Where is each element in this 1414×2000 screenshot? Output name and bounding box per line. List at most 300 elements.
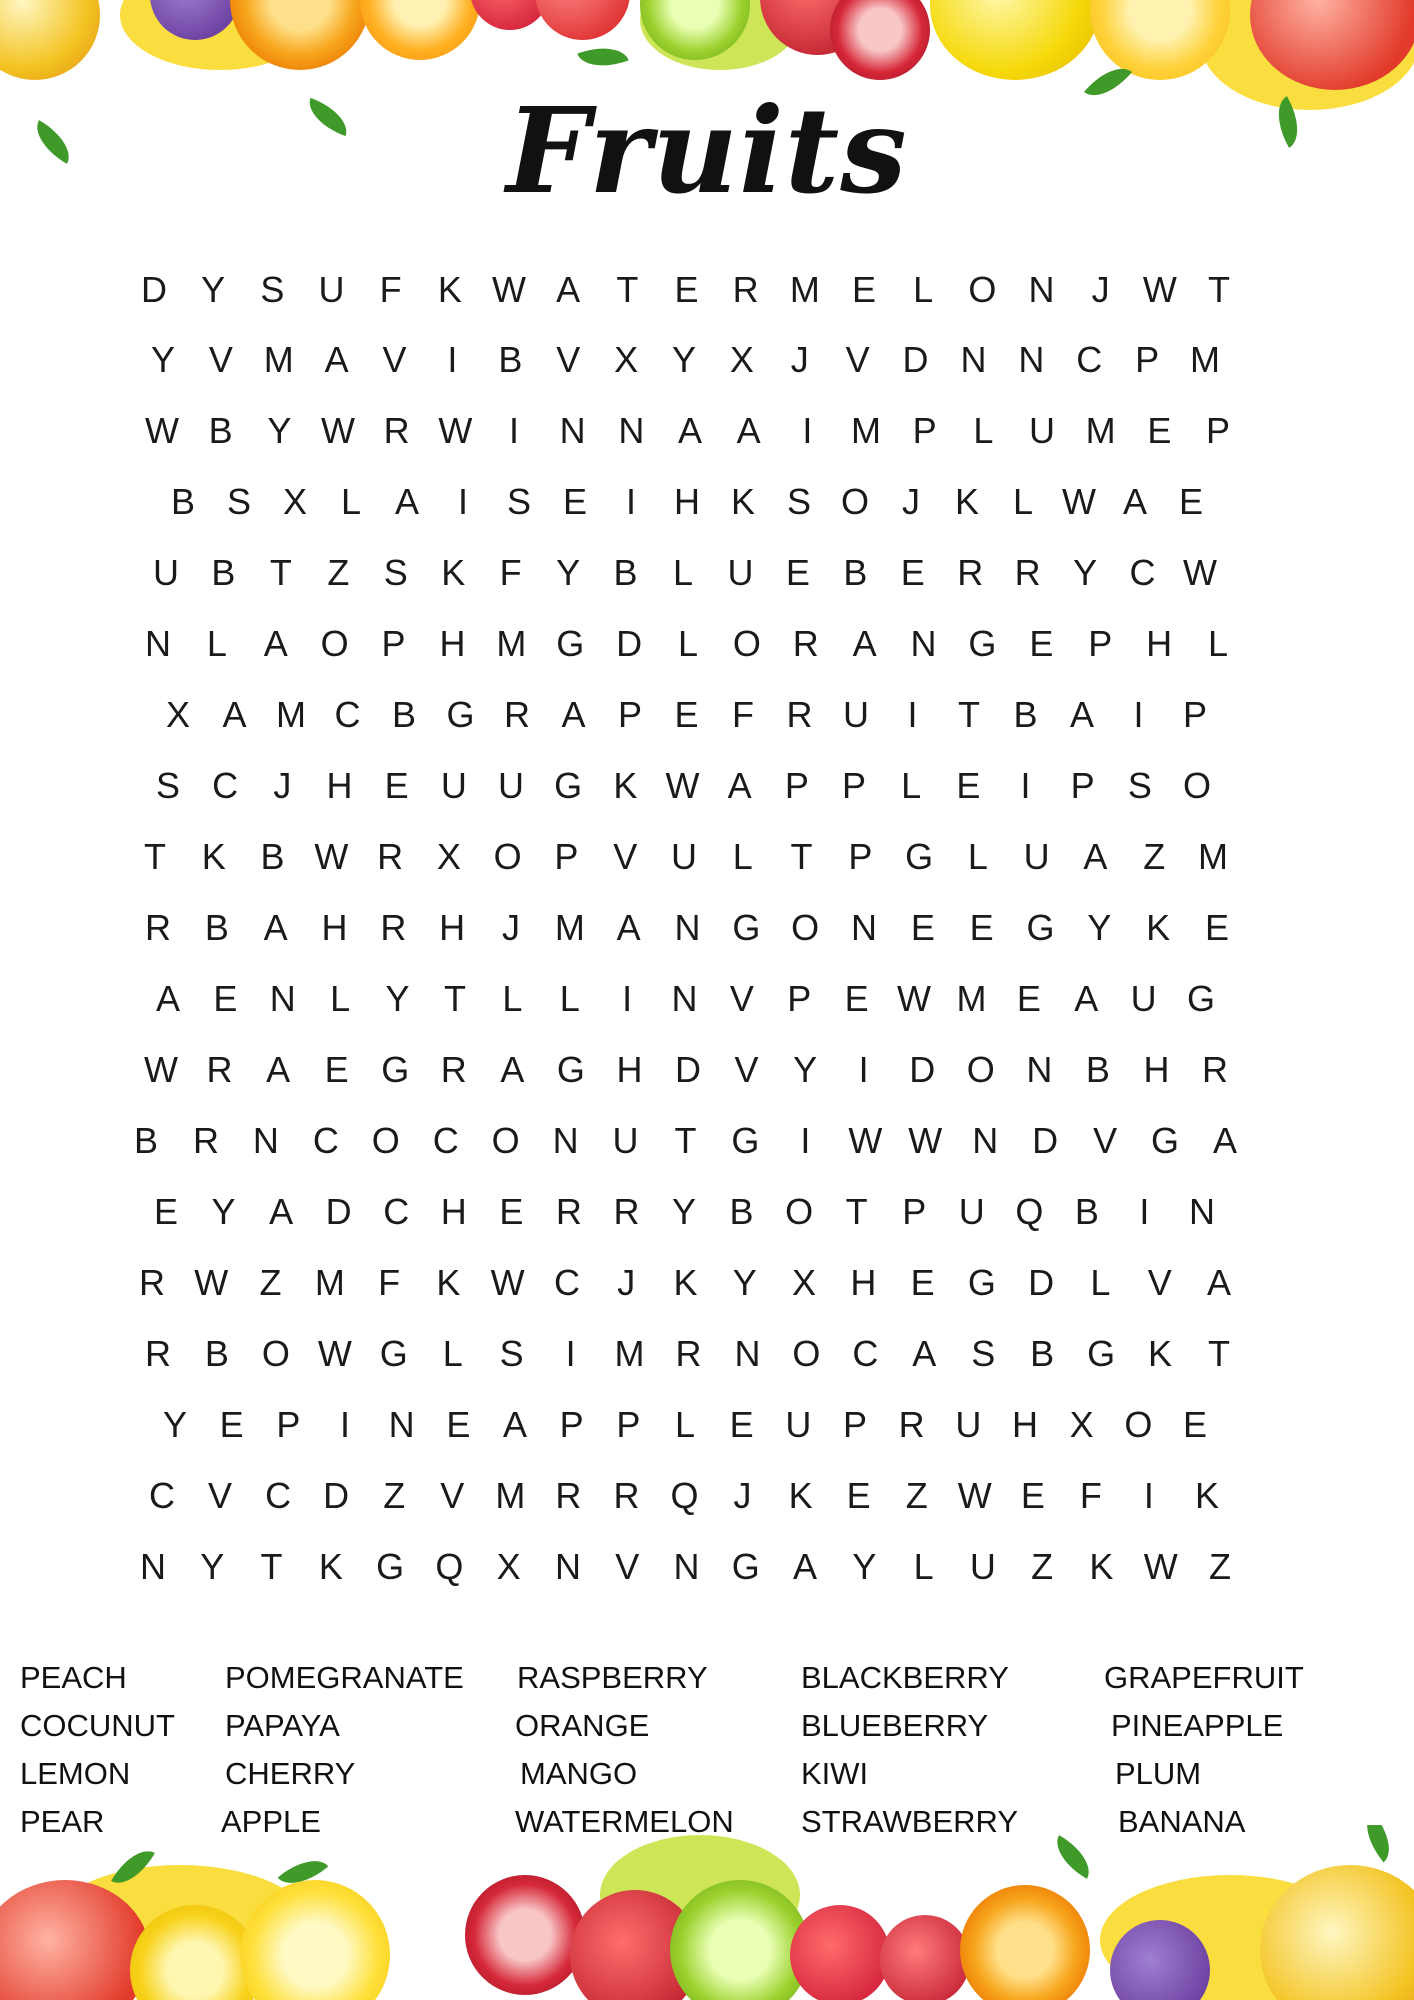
grid-letter[interactable]: B [613,552,638,593]
grid-letter[interactable]: V [382,339,407,380]
grid-letter[interactable]: W [492,269,526,310]
grid-letter[interactable]: A [269,1191,294,1232]
grid-letter[interactable]: A [912,1333,937,1374]
grid-letter[interactable]: G [1186,978,1215,1019]
grid-letter[interactable]: G [379,1333,408,1374]
grid-letter[interactable]: J [502,907,520,948]
grid-letter[interactable]: W [438,410,473,451]
grid-letter[interactable]: G [381,1049,410,1090]
grid-letter[interactable]: O [791,907,820,948]
grid-letter[interactable]: X [729,339,754,380]
grid-letter[interactable]: N [269,978,296,1019]
grid-letter[interactable]: L [732,836,753,877]
grid-letter[interactable]: C [212,765,239,806]
grid-letter[interactable]: E [219,1404,244,1445]
grid-letter[interactable]: L [559,978,580,1019]
grid-letter[interactable]: U [958,1191,985,1232]
grid-letter[interactable]: R [613,1475,640,1516]
grid-letter[interactable]: H [1146,623,1173,664]
grid-letter[interactable]: J [790,339,809,380]
grid-letter[interactable]: A [1069,694,1094,735]
grid-letter[interactable]: T [260,1546,283,1587]
grid-letter[interactable]: D [902,339,929,380]
grid-letter[interactable]: J [1091,269,1110,310]
grid-letter[interactable]: V [208,339,233,380]
grid-letter[interactable]: X [436,836,461,877]
grid-letter[interactable]: C [1129,552,1156,593]
grid-letter[interactable]: N [140,1546,166,1587]
grid-letter[interactable]: A [561,694,586,735]
grid-letter[interactable]: Y [793,1049,818,1090]
grid-letter[interactable]: R [206,1049,233,1090]
grid-letter[interactable]: Y [211,1191,236,1232]
grid-letter[interactable]: L [672,552,694,593]
grid-letter[interactable]: E [956,765,981,806]
grid-letter[interactable]: B [729,1191,754,1232]
grid-letter[interactable]: B [204,907,229,948]
grid-letter[interactable]: R [1014,552,1041,593]
grid-letter[interactable]: H [439,907,466,948]
grid-letter[interactable]: P [1182,694,1207,735]
grid-letter[interactable]: R [792,623,819,664]
grid-letter[interactable]: X [165,694,190,735]
grid-letter[interactable]: E [1204,907,1229,948]
grid-letter[interactable]: W [317,1333,352,1374]
grid-letter[interactable]: M [314,1262,345,1303]
grid-letter[interactable]: F [1079,1475,1102,1516]
grid-letter[interactable]: W [908,1120,943,1161]
grid-letter[interactable]: G [905,836,934,877]
grid-letter[interactable]: A [1074,978,1099,1019]
grid-letter[interactable]: Y [267,410,292,451]
grid-letter[interactable]: E [785,552,810,593]
grid-letter[interactable]: U [440,765,467,806]
grid-letter[interactable]: N [559,410,586,451]
grid-letter[interactable]: G [376,1546,405,1587]
grid-letter[interactable]: P [842,1404,867,1445]
grid-letter[interactable]: A [556,269,581,310]
grid-letter[interactable]: O [371,1120,400,1161]
grid-letter[interactable]: G [731,1120,760,1161]
grid-letter[interactable]: P [381,623,406,664]
grid-letter[interactable]: M [1190,339,1220,380]
grid-letter[interactable]: X [614,339,639,380]
grid-letter[interactable]: Y [200,1546,225,1587]
grid-letter[interactable]: G [556,623,585,664]
grid-letter[interactable]: E [674,694,699,735]
grid-letter[interactable]: Y [1073,552,1098,593]
grid-letter[interactable]: A [1212,1120,1237,1161]
grid-letter[interactable]: R [377,836,404,877]
grid-letter[interactable]: R [145,1333,171,1374]
grid-letter[interactable]: G [968,623,997,664]
grid-letter[interactable]: R [145,907,171,948]
grid-letter[interactable]: G [446,694,475,735]
grid-letter[interactable]: S [383,552,408,593]
grid-letter[interactable]: P [784,765,809,806]
grid-letter[interactable]: G [732,907,761,948]
grid-letter[interactable]: T [790,836,813,877]
grid-letter[interactable]: A [263,907,288,948]
grid-letter[interactable]: U [318,269,345,310]
grid-letter[interactable]: Y [556,552,581,593]
grid-letter[interactable]: T [443,978,466,1019]
grid-letter[interactable]: V [1147,1262,1172,1303]
grid-letter[interactable]: G [1026,907,1055,948]
grid-letter[interactable]: A [616,907,641,948]
grid-letter[interactable]: A [266,1049,291,1090]
grid-letter[interactable]: P [848,836,873,877]
grid-letter[interactable]: W [321,410,355,451]
grid-letter[interactable]: E [324,1049,349,1090]
grid-letter[interactable]: Y [671,339,696,380]
grid-letter[interactable]: Y [852,1546,877,1587]
grid-letter[interactable]: U [671,836,697,877]
grid-letter[interactable]: K [730,481,755,522]
grid-letter[interactable]: Y [671,1191,696,1232]
grid-letter[interactable]: M [1085,410,1116,451]
grid-letter[interactable]: V [440,1475,465,1516]
grid-letter[interactable]: C [149,1475,175,1516]
grid-letter[interactable]: I [907,694,918,735]
grid-letter[interactable]: E [1029,623,1054,664]
grid-letter[interactable]: N [851,907,877,948]
grid-letter[interactable]: M [956,978,987,1019]
grid-letter[interactable]: T [144,836,166,877]
grid-letter[interactable]: E [846,1475,871,1516]
grid-letter[interactable]: D [909,1049,936,1090]
grid-letter[interactable]: R [504,694,530,735]
grid-letter[interactable]: U [969,1546,996,1587]
grid-letter[interactable]: B [204,1333,229,1374]
grid-letter[interactable]: Q [670,1475,699,1516]
grid-letter[interactable]: R [675,1333,702,1374]
grid-letter[interactable]: Z [1031,1546,1054,1587]
grid-letter[interactable]: E [1178,481,1203,522]
grid-letter[interactable]: R [786,694,813,735]
grid-letter[interactable]: Y [201,269,226,310]
grid-letter[interactable]: R [898,1404,925,1445]
grid-letter[interactable]: I [622,978,633,1019]
grid-letter[interactable]: U [955,1404,982,1445]
grid-letter[interactable]: O [1182,765,1211,806]
grid-letter[interactable]: T [1208,269,1230,310]
grid-letter[interactable]: C [334,694,361,735]
grid-letter[interactable]: R [380,907,407,948]
grid-letter[interactable]: O [792,1333,821,1374]
grid-letter[interactable]: B [1085,1049,1110,1090]
grid-letter[interactable]: D [1028,1262,1055,1303]
grid-letter[interactable]: N [910,623,937,664]
grid-letter[interactable]: H [674,481,700,522]
grid-letter[interactable]: A [222,694,247,735]
grid-letter[interactable]: W [1183,552,1217,593]
grid-letter[interactable]: E [851,269,876,310]
grid-letter[interactable]: B [498,339,523,380]
grid-letter[interactable]: W [490,1262,525,1303]
grid-letter[interactable]: K [1194,1475,1219,1516]
grid-letter[interactable]: L [1012,481,1034,522]
grid-letter[interactable]: D [141,269,167,310]
grid-letter[interactable]: A [1083,836,1108,877]
grid-letter[interactable]: H [616,1049,643,1090]
grid-letter[interactable]: W [957,1475,992,1516]
grid-letter[interactable]: U [1023,836,1050,877]
grid-letter[interactable]: A [736,410,761,451]
grid-letter[interactable]: W [848,1120,883,1161]
grid-letter[interactable]: V [556,339,581,380]
grid-letter[interactable]: T [958,694,980,735]
grid-letter[interactable]: K [437,269,462,310]
grid-letter[interactable]: Y [732,1262,757,1303]
grid-letter[interactable]: Q [435,1546,464,1587]
grid-letter[interactable]: S [499,1333,524,1374]
grid-letter[interactable]: G [1087,1333,1116,1374]
grid-letter[interactable]: U [727,552,754,593]
grid-letter[interactable]: R [139,1262,165,1303]
grid-letter[interactable]: X [282,481,307,522]
grid-letter[interactable]: I [447,339,458,380]
grid-letter[interactable]: T [1208,1333,1230,1374]
grid-letter[interactable]: P [1205,410,1230,451]
grid-letter[interactable]: A [677,410,702,451]
grid-letter[interactable]: R [613,1191,640,1232]
grid-letter[interactable]: B [1030,1333,1055,1374]
grid-letter[interactable]: U [498,765,524,806]
grid-letter[interactable]: N [1018,339,1045,380]
grid-letter[interactable]: F [378,1262,401,1303]
grid-letter[interactable]: D [1032,1120,1059,1161]
grid-letter[interactable]: B [391,694,416,735]
grid-letter[interactable]: P [276,1404,301,1445]
grid-letter[interactable]: K [318,1546,343,1587]
grid-letter[interactable]: R [957,552,984,593]
grid-letter[interactable]: L [502,978,523,1019]
grid-letter[interactable]: M [1198,836,1228,877]
grid-letter[interactable]: P [554,836,579,877]
grid-letter[interactable]: O [1124,1404,1153,1445]
grid-letter[interactable]: Z [905,1475,928,1516]
grid-letter[interactable]: O [491,1120,520,1161]
grid-letter[interactable]: Y [1087,907,1112,948]
grid-letter[interactable]: Q [1015,1191,1044,1232]
grid-letter[interactable]: E [446,1404,471,1445]
grid-letter[interactable]: V [729,978,754,1019]
grid-letter[interactable]: W [1062,481,1096,522]
grid-letter[interactable]: E [153,1191,178,1232]
grid-letter[interactable]: E [213,978,238,1019]
grid-letter[interactable]: A [324,339,349,380]
grid-letter[interactable]: V [613,836,638,877]
grid-letter[interactable]: R [440,1049,467,1090]
grid-letter[interactable]: N [552,1120,579,1161]
grid-letter[interactable]: C [265,1475,292,1516]
grid-letter[interactable]: I [1020,765,1031,806]
grid-letter[interactable]: W [194,1262,229,1303]
grid-letter[interactable]: K [436,1262,461,1303]
grid-letter[interactable]: V [845,339,870,380]
grid-letter[interactable]: M [789,269,820,310]
grid-letter[interactable]: T [269,552,292,593]
grid-letter[interactable]: S [506,481,531,522]
grid-letter[interactable]: H [1012,1404,1038,1445]
grid-letter[interactable]: I [858,1049,869,1090]
grid-letter[interactable]: E [562,481,587,522]
grid-letter[interactable]: K [1146,907,1171,948]
grid-letter[interactable]: P [1135,339,1160,380]
grid-letter[interactable]: S [971,1333,996,1374]
grid-letter[interactable]: D [675,1049,701,1090]
grid-letter[interactable]: N [960,339,987,380]
grid-letter[interactable]: C [553,1262,580,1303]
grid-letter[interactable]: G [731,1546,760,1587]
grid-letter[interactable]: P [616,1404,641,1445]
grid-letter[interactable]: U [1029,410,1055,451]
grid-letter[interactable]: E [384,765,409,806]
grid-letter[interactable]: P [617,694,642,735]
grid-letter[interactable]: V [208,1475,233,1516]
grid-letter[interactable]: L [1090,1262,1111,1303]
grid-letter[interactable]: L [442,1333,463,1374]
grid-letter[interactable]: F [499,552,522,593]
grid-letter[interactable]: R [732,269,759,310]
grid-letter[interactable]: P [1088,623,1113,664]
grid-letter[interactable]: E [900,552,925,593]
grid-letter[interactable]: O [840,481,869,522]
grid-letter[interactable]: G [556,1049,585,1090]
grid-letter[interactable]: A [1206,1262,1231,1303]
grid-letter[interactable]: E [1020,1475,1045,1516]
grid-letter[interactable]: E [910,907,935,948]
grid-letter[interactable]: N [252,1120,279,1161]
grid-letter[interactable]: I [508,410,519,451]
grid-letter[interactable]: W [1142,269,1177,310]
grid-letter[interactable]: L [677,623,699,664]
grid-letter[interactable]: L [901,765,922,806]
grid-letter[interactable]: L [340,481,362,522]
grid-letter[interactable]: K [954,481,979,522]
grid-letter[interactable]: N [145,623,171,664]
grid-letter[interactable]: C [852,1333,879,1374]
grid-letter[interactable]: H [321,907,348,948]
grid-letter[interactable]: B [1013,694,1038,735]
grid-letter[interactable]: K [441,552,466,593]
grid-letter[interactable]: X [1069,1404,1094,1445]
grid-letter[interactable]: S [226,481,251,522]
grid-letter[interactable]: I [625,481,636,522]
grid-letter[interactable]: W [897,978,932,1019]
grid-letter[interactable]: R [383,410,410,451]
grid-letter[interactable]: P [841,765,866,806]
grid-letter[interactable]: N [1028,269,1055,310]
grid-letter[interactable]: P [902,1191,927,1232]
grid-letter[interactable]: C [312,1120,339,1161]
grid-letter[interactable]: S [155,765,180,806]
grid-letter[interactable]: A [155,978,180,1019]
grid-letter[interactable]: P [1070,765,1095,806]
grid-letter[interactable]: O [966,1049,995,1090]
grid-letter[interactable]: I [800,1120,811,1161]
grid-letter[interactable]: O [320,623,349,664]
grid-letter[interactable]: M [614,1333,645,1374]
grid-letter[interactable]: G [1151,1120,1180,1161]
grid-letter[interactable]: L [674,1404,696,1445]
grid-letter[interactable]: V [1093,1120,1118,1161]
grid-letter[interactable]: I [1143,1475,1154,1516]
grid-letter[interactable]: W [145,410,179,451]
grid-letter[interactable]: W [1143,1546,1178,1587]
grid-letter[interactable]: U [785,1404,812,1445]
grid-letter[interactable]: L [913,1546,934,1587]
grid-letter[interactable]: N [972,1120,999,1161]
grid-letter[interactable]: I [339,1404,350,1445]
grid-letter[interactable]: I [457,481,468,522]
grid-letter[interactable]: N [554,1546,581,1587]
grid-letter[interactable]: C [432,1120,459,1161]
grid-letter[interactable]: H [440,1191,467,1232]
grid-letter[interactable]: T [674,1120,697,1161]
grid-letter[interactable]: H [850,1262,877,1303]
grid-letter[interactable]: K [201,836,226,877]
grid-letter[interactable]: Y [162,1404,187,1445]
grid-letter[interactable]: J [617,1262,636,1303]
grid-letter[interactable]: Y [385,978,410,1019]
grid-letter[interactable]: U [153,552,179,593]
grid-letter[interactable]: U [612,1120,639,1161]
grid-letter[interactable]: H [439,623,466,664]
grid-letter[interactable]: I [1139,1191,1150,1232]
grid-letter[interactable]: S [260,269,285,310]
grid-letter[interactable]: M [263,339,294,380]
grid-letter[interactable]: N [674,907,701,948]
grid-letter[interactable]: J [733,1475,752,1516]
grid-letter[interactable]: M [495,1475,526,1516]
grid-letter[interactable]: U [843,694,869,735]
grid-letter[interactable]: A [727,765,752,806]
grid-letter[interactable]: V [615,1546,640,1587]
grid-letter[interactable]: W [314,836,349,877]
grid-letter[interactable]: I [1133,694,1144,735]
grid-letter[interactable]: W [665,765,700,806]
grid-letter[interactable]: L [1207,623,1229,664]
grid-letter[interactable]: X [496,1546,521,1587]
grid-letter[interactable]: N [1189,1191,1215,1232]
grid-letter[interactable]: E [499,1191,524,1232]
grid-letter[interactable]: O [493,836,522,877]
grid-letter[interactable]: W [144,1049,178,1090]
grid-letter[interactable]: L [973,410,994,451]
grid-letter[interactable]: R [555,1191,582,1232]
grid-letter[interactable]: E [1182,1404,1207,1445]
grid-letter[interactable]: N [1026,1049,1053,1090]
grid-letter[interactable]: M [554,907,585,948]
grid-letter[interactable]: A [500,1049,525,1090]
grid-letter[interactable]: M [851,410,881,451]
grid-letter[interactable]: Z [1143,836,1166,877]
grid-letter[interactable]: H [326,765,353,806]
grid-letter[interactable]: R [192,1120,219,1161]
grid-letter[interactable]: K [673,1262,698,1303]
grid-letter[interactable]: Y [150,339,175,380]
grid-letter[interactable]: L [206,623,227,664]
grid-letter[interactable]: A [394,481,419,522]
grid-letter[interactable]: O [732,623,761,664]
grid-letter[interactable]: H [1143,1049,1170,1090]
grid-letter[interactable]: Z [383,1475,406,1516]
grid-letter[interactable]: A [852,623,877,664]
grid-letter[interactable]: O [261,1333,290,1374]
grid-letter[interactable]: K [1148,1333,1173,1374]
